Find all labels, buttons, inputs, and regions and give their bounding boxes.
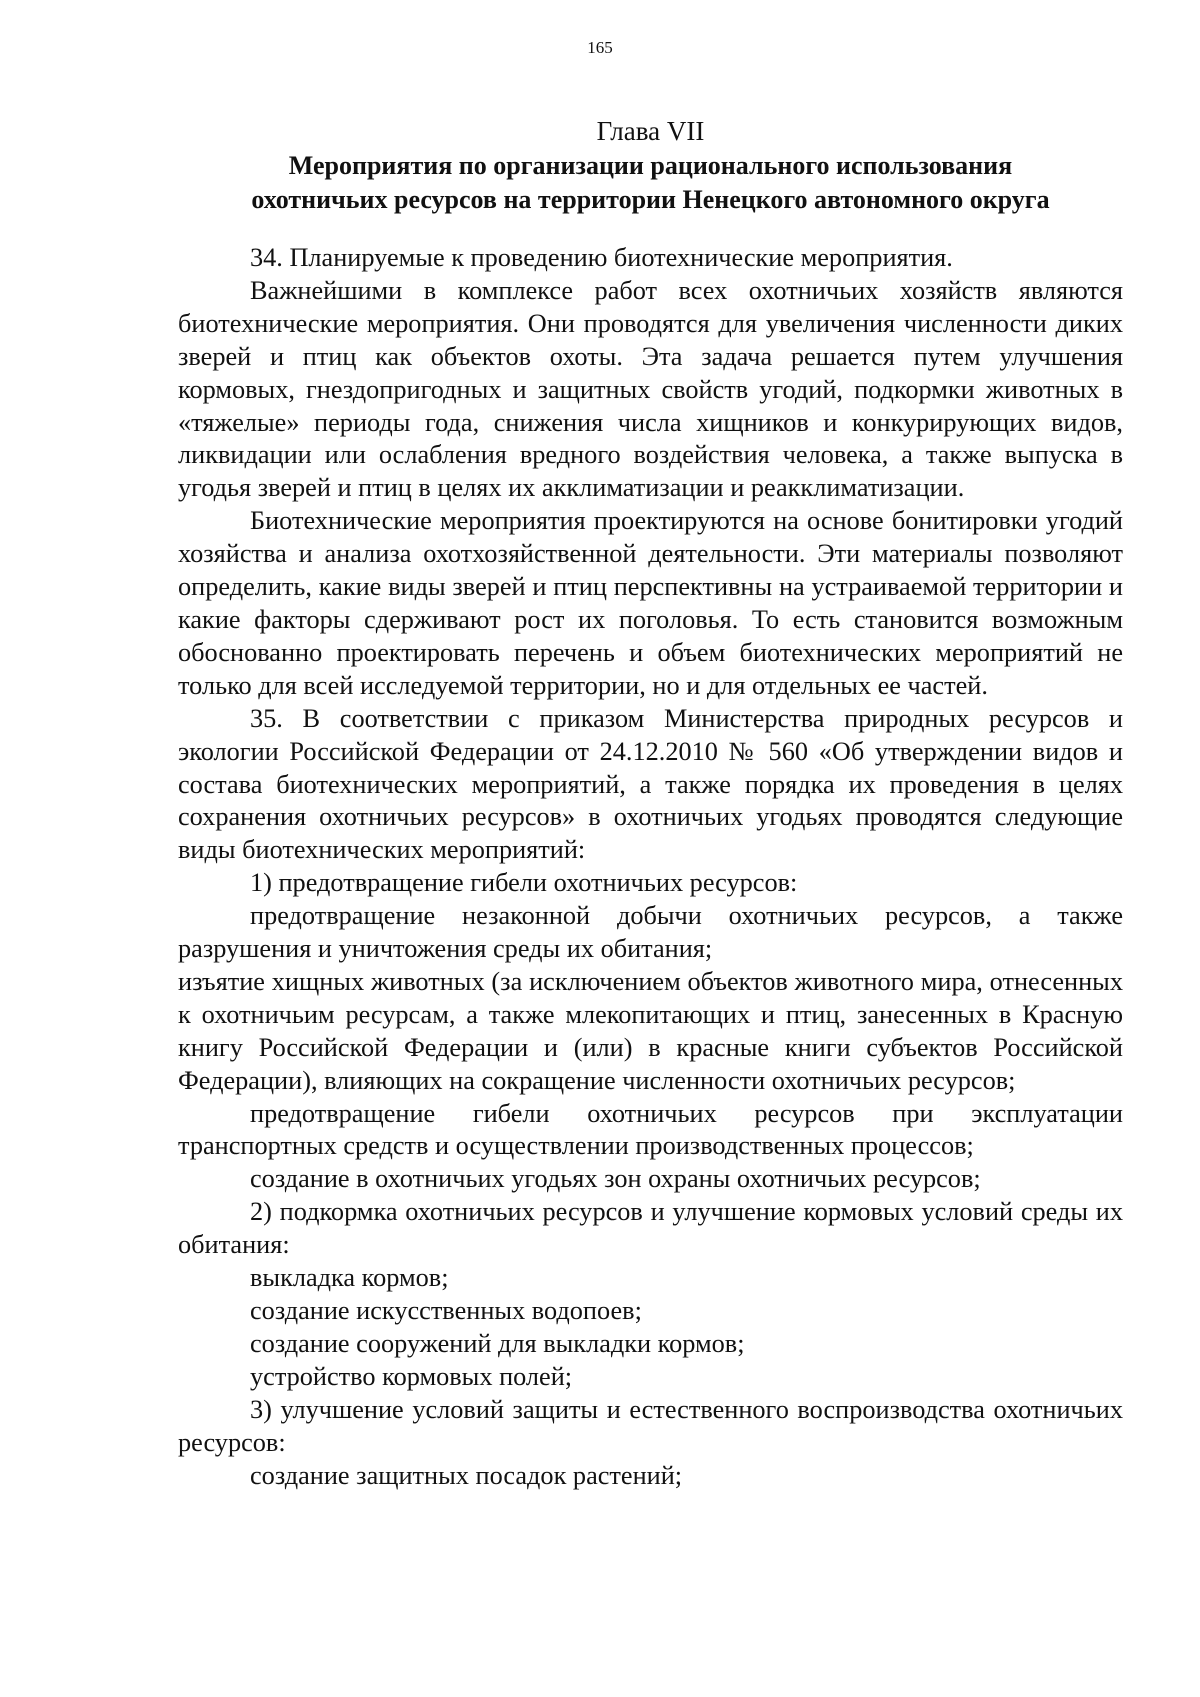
list-item-3-protective-plantings: создание защитных посадок растений; <box>250 1460 683 1490</box>
chapter-title-line-1: Мероприятия по организации рационального использования <box>288 151 1013 180</box>
list-item-2-feed-laying: выкладка кормов; <box>250 1263 449 1293</box>
list-item-1-protection-zones: создание в охотничьих угодьях зон охраны охотничьих ресурсов; <box>250 1164 981 1194</box>
chapter-title <box>178 149 1123 217</box>
list-item-2-heading: 2) подкормка охотничьих ресурсов и улучшение кормовых условий среды их обитания: <box>178 1197 1123 1260</box>
list-item-2-feed-structures: создание сооружений для выкладки кормов; <box>250 1328 745 1358</box>
paragraph-biotech-importance: Важнейшими в комплексе работ всех охотничьих хозяйств являются биотехнические мероприятия. Они проводятся для увеличения численности диких зверей и птиц как объектов охоты. Эта задача решается путем улучшения кормовых, гнездопригодных и защитных свойств угодий, подкормки животных в «тяжелые» периоды года, снижения числа хищников и конкурирующих видов, ликвидации или ослабления вредного воздействия человека, а также выпуска в угодья зверей и птиц в целях их акклиматизации и реакклиматизации. <box>178 275 1123 503</box>
document-body <box>178 242 1123 1492</box>
paragraph-35-order: 35. В соответствии с приказом Министерства природных ресурсов и экологии Российской Федерации от 24.12.2010 № 560 «Об утверждении видов и состава биотехнических мероприятий, а также порядка их проведения в целях сохранения охотничьих ресурсов» в охотничьих угодьях проводятся следующие виды биотехнических мероприятий: <box>178 703 1123 865</box>
list-item-2-waterholes: создание искусственных водопоев; <box>250 1296 642 1325</box>
paragraph-34-heading: 34. Планируемые к проведению биотехнические мероприятия. <box>250 243 953 272</box>
page-number: 165 <box>587 38 613 57</box>
list-item-1-predator-removal: изъятие хищных животных (за исключением объектов животного мира, отнесенных к охотничьим ресурсам, а также млекопитающих и птиц, занесенных в Красную книгу Российской Федерации и (или) в красные книги субъектов Российской Федерации), влияющих на сокращение численности охотничьих ресурсов; <box>178 966 1123 1095</box>
paragraph-biotech-planning: Биотехнические мероприятия проектируются на основе бонитировки угодий хозяйства и анализа охотхозяйственной деятельности. Эти материалы позволяют определить, какие виды зверей и птиц перспективны на устраиваемой территории и какие факторы сдерживают рост их поголовья. То есть становится возможным обоснованно проектировать перечень и объем биотехнических мероприятий не только для всей исследуемой территории, но и для отдельных ее частей. <box>178 506 1123 700</box>
list-item-1-illegal-hunting: предотвращение незаконной добычи охотничьих ресурсов, а также разрушения и уничтожения среды их обитания; <box>178 901 1123 964</box>
chapter-heading: Глава VII <box>596 116 705 146</box>
list-item-2-feed-fields: устройство кормовых полей; <box>250 1361 573 1391</box>
chapter-title-line-2: охотничьих ресурсов на территории Ненецкого автономного округа <box>251 185 1050 214</box>
list-item-1-transport: предотвращение гибели охотничьих ресурсов при эксплуатации транспортных средств и осуществлении производственных процессов; <box>178 1098 1123 1161</box>
list-item-1-heading: 1) предотвращение гибели охотничьих ресурсов: <box>250 868 798 898</box>
list-item-3-heading: 3) улучшение условий защиты и естественного воспроизводства охотничьих ресурсов: <box>178 1394 1123 1457</box>
